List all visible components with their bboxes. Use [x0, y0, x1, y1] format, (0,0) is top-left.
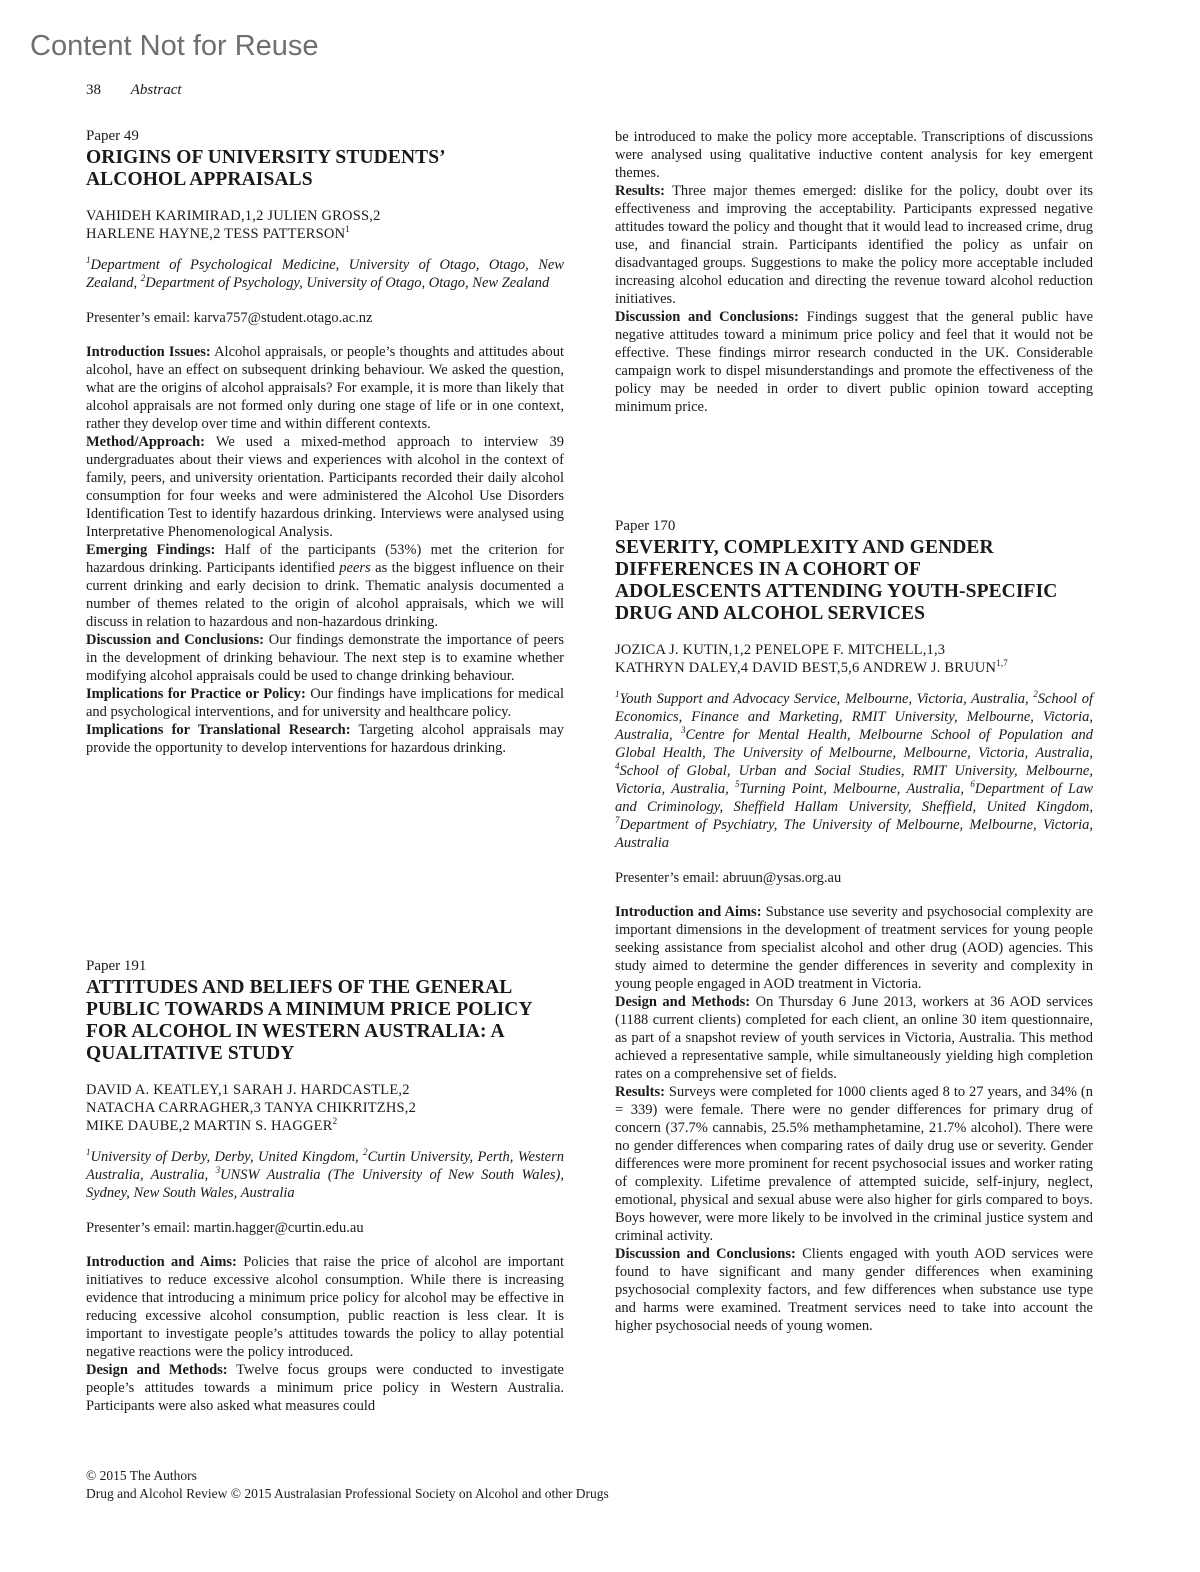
abstract-body [615, 903, 1093, 1335]
abstract-section [615, 128, 1093, 182]
watermark: Content Not for Reuse [30, 30, 319, 62]
abstract-section [615, 993, 1093, 1083]
left-column [86, 128, 565, 1414]
paper-number: Paper 170 [615, 518, 676, 534]
authors-line: MIKE DAUBE,2 MARTIN S. HAGGER$^2$ [86, 1116, 338, 1134]
presenter-email: Presenter’s email: abruun@ysas.org.au [615, 870, 842, 886]
affiliations: $^1$Department of Psychological Medicine, University of Otago, Otago, New Zealand, $^2$Department of Psychology, University of Otago, Otago, New Zealand [86, 255, 564, 291]
section-text: Our findings have implications for medical and psychological interventions, and for university and healthcare policy. [86, 686, 565, 720]
authors-line: JOZICA J. KUTIN,1,2 PENELOPE F. MITCHELL,1,3 [615, 642, 946, 658]
section-text: On Thursday 6 June 2013, workers at 36 AOD services (1188 current clients) completed for each client, an online 30 item questionnaire, as part of a snapshot review of youth services in Victoria, Australia. This method achieved a representative sample, while simultaneously yielding high completion rates on a comprehensive set of fields. [615, 994, 1094, 1082]
affiliations: $^1$Youth Support and Advocacy Service, Melbourne, Victoria, Australia, $^2$School of Economics, Finance and Marketing, RMIT University, Melbourne, Victoria, Australia, $^3$Centre for Mental Health, Melbourne School of Population and Global Health, The University of Melbourne, Melbourne, Victoria, Australia, $^4$School of Global, Urban and Social Studies, RMIT University, Melbourne, Victoria, Australia, $^5$Turning Point, Melbourne, Australia, $^6$Department of Law and Criminology, Sheffield Hallam University, Sheffield, United Kingdom, $^7$Department of Psychiatry, The University of Melbourne, Melbourne, Victoria, Australia [615, 689, 1093, 851]
section-heading: Discussion and Conclusions: [86, 632, 264, 648]
running-head [86, 82, 182, 99]
section-text: Our findings demonstrate the importance of peers in the development of drinking behaviour. The next step is to examine whether modifying alcohol appraisals could be used to change drinking behaviour. [86, 632, 564, 684]
page-number: 38 [86, 82, 101, 98]
abstract-section [86, 1361, 564, 1415]
section-heading: Implications for Practice or Policy: [86, 686, 306, 702]
section-text: Clients engaged with youth AOD services were found to have significant and many gender differences when examining psychosocial complexity factors, and few differences when substance use type and harms were examined. Treatment services need to take into account the higher psychosocial needs of young women. [615, 1246, 1094, 1334]
abstract-section [86, 433, 564, 541]
section-heading: Results: [615, 1084, 665, 1100]
abstract-body-continued [615, 128, 1093, 416]
section-text: Alcohol appraisals, or people’s thoughts and attitudes about alcohol, have an effect on subsequent drinking behaviour. We asked the question, what are the origins of alcohol appraisals? For example, it is more than likely that alcohol appraisals are not formed only during one stage of life or in one context, rather they develop over time and within different contexts. [86, 344, 564, 432]
section-heading: Design and Methods: [615, 994, 751, 1010]
authors [615, 641, 1093, 677]
abstract-paper-170 [615, 518, 1093, 1335]
journal-line: Drug and Alcohol Review © 2015 Australasian Professional Society on Alcohol and other Drugs [86, 1486, 609, 1501]
paper-number: Paper 49 [86, 128, 139, 144]
section-heading: Implications for Translational Research: [86, 722, 351, 738]
abstract-section [86, 721, 564, 757]
abstract-section [86, 541, 564, 631]
abstract-body [86, 343, 564, 757]
section-heading: Discussion and Conclusions: [615, 1246, 796, 1262]
abstract-section [615, 1245, 1093, 1335]
section-text: Three major themes emerged: dislike for the policy, doubt over its effectiveness and improving the acceptability. Participants expressed negative attitudes toward the policy and thought that it would lead to increased crime, drug use, and financial strain. Participants identified the policy as unfair on disadvantaged groups. Suggestions to make the policy more acceptable included increasing alcohol education and directing the revenue toward alcohol reduction initiatives. [615, 183, 1093, 307]
authors [86, 207, 564, 243]
abstract-section [615, 903, 1093, 993]
abstract-section [86, 1253, 564, 1361]
paper-title: ORIGINS OF UNIVERSITY STUDENTS’ ALCOHOL APPRAISALS [86, 147, 445, 190]
authors-line: HARLENE HAYNE,2 TESS PATTERSON$^1$ [86, 224, 350, 242]
presenter-email: Presenter’s email: karva757@student.otago.ac.nz [86, 310, 373, 326]
abstract-section [86, 343, 564, 433]
section-text: Substance use severity and psychosocial complexity are important dimensions in the development of treatment services for young people seeking assistance from specialist alcohol and other drug (AOD) agencies. This study aimed to determine the gender differences in severity and complexity in young people engaged in AOD treatment in Victoria. [615, 904, 1094, 992]
abstract-body [86, 1253, 564, 1415]
section-text: Surveys were completed for 1000 clients aged 8 to 27 years, and 34% (n = 339) were female. There were no gender differences for primary drug of concern (37.7% cannabis, 25.5% methamphetamine, 21.7% alcohol). There were no gender differences when comparing rates of daily drug use or severity. Gender differences were more prominent for recent psychosocial issues and worker rating of complexity. Lifetime prevalence of attempted suicide, self-injury, neglect, emotional, physical and sexual abuse were also higher for girls compared to boys. Boys however, were more likely to be involved in the criminal justice system and criminal activity. [615, 1084, 1093, 1244]
copyright-line: © 2015 The Authors [86, 1468, 197, 1483]
abstract-section [86, 685, 564, 721]
section-heading: Introduction and Aims: [86, 1254, 237, 1270]
section-text: Policies that raise the price of alcohol are important initiatives to reduce excessive alcohol consumption. While there is increasing evidence that introducing a minimum price policy for alcohol may be effective in reducing excessive alcohol consumption, public reaction is less clear. It is important to investigate people’s attitudes towards the policy to allay potential negative reactions were the policy introduced. [86, 1254, 565, 1360]
authors-line: NATACHA CARRAGHER,3 TANYA CHIKRITZHS,2 [86, 1100, 417, 1116]
abstract-section [615, 1083, 1093, 1245]
section-text: We used a mixed-method approach to interview 39 undergraduates about their views and experiences with alcohol in the context of family, peers, and university orientation. Participants recorded their daily alcohol consumption for four weeks and were administered the Alcohol Use Disorders Identification Test to identify hazardous drinking. Interviews were analysed using Interpretative Phenomenological Analysis. [86, 434, 564, 540]
section-heading: Discussion and Conclusions: [615, 309, 799, 325]
authors-line: KATHRYN DALEY,4 DAVID BEST,5,6 ANDREW J. BRUUN$^{1,7}$ [615, 658, 1008, 676]
section-heading: Emerging Findings: [86, 542, 216, 558]
page-footer [86, 1467, 609, 1503]
section-text: be introduced to make the policy more acceptable. Transcriptions of discussions were analysed using qualitative inductive content analysis for key emergent themes. [615, 129, 1093, 181]
right-column [615, 128, 1094, 1334]
authors [86, 1081, 564, 1135]
abstract-paper-191 [86, 958, 564, 1415]
section-heading: Results: [615, 183, 665, 199]
section-text: as the biggest influence on their current drinking and early decision to drink. Thematic analysis documented a number of themes related to the origin of alcohol appraisals, which we will discuss in relation to hazardous and non-hazardous drinking. [86, 560, 565, 630]
section-text: Half of the participants (53%) met the criterion for hazardous drinking. Participants identified [86, 542, 565, 576]
authors-line: DAVID A. KEATLEY,1 SARAH J. HARDCASTLE,2 [86, 1082, 410, 1098]
running-head-section: Abstract [130, 82, 182, 98]
section-heading: Introduction and Aims: [615, 904, 762, 920]
affiliations: $^1$University of Derby, Derby, United Kingdom, $^2$Curtin University, Perth, Western Australia, Australia, $^3$UNSW Australia (The University of New South Wales), Sydney, New South Wales, Australia [86, 1147, 565, 1201]
section-text: Findings suggest that the general public have negative attitudes toward a minimum price policy and feel that it would not be effective. These findings mirror research conducted in the UK. Considerable campaign work to dispel misunderstandings and promote the effectiveness of the policy may be needed in order to divert public opinion toward accepting minimum price. [615, 309, 1094, 415]
emphasis-text: peers [339, 560, 371, 576]
paper-title: ATTITUDES AND BELIEFS OF THE GENERAL PUBLIC TOWARDS A MINIMUM PRICE POLICY FOR ALCOHOL IN WESTERN AUSTRALIA: A QUALITATIVE STUDY [86, 977, 532, 1064]
paper-title: SEVERITY, COMPLEXITY AND GENDER DIFFERENCES IN A COHORT OF ADOLESCENTS ATTENDING YOUTH-SPECIFIC DRUG AND ALCOHOL SERVICES [615, 537, 1058, 624]
abstract-section [86, 631, 564, 685]
section-heading: Introduction Issues: [86, 344, 211, 360]
section-heading: Method/Approach: [86, 434, 205, 450]
abstract-paper-49 [86, 128, 564, 757]
presenter-email: Presenter’s email: martin.hagger@curtin.edu.au [86, 1220, 364, 1236]
section-text: Targeting alcohol appraisals may provide the opportunity to develop interventions for hazardous drinking. [86, 722, 565, 756]
authors-line: VAHIDEH KARIMIRAD,1,2 JULIEN GROSS,2 [86, 208, 381, 224]
section-text: Twelve focus groups were conducted to investigate people’s attitudes towards a minimum price policy in Western Australia. Participants were also asked what measures could [86, 1362, 564, 1414]
abstract-section [615, 182, 1093, 308]
section-heading: Design and Methods: [86, 1362, 228, 1378]
abstract-section [615, 308, 1093, 416]
paper-number: Paper 191 [86, 958, 147, 974]
